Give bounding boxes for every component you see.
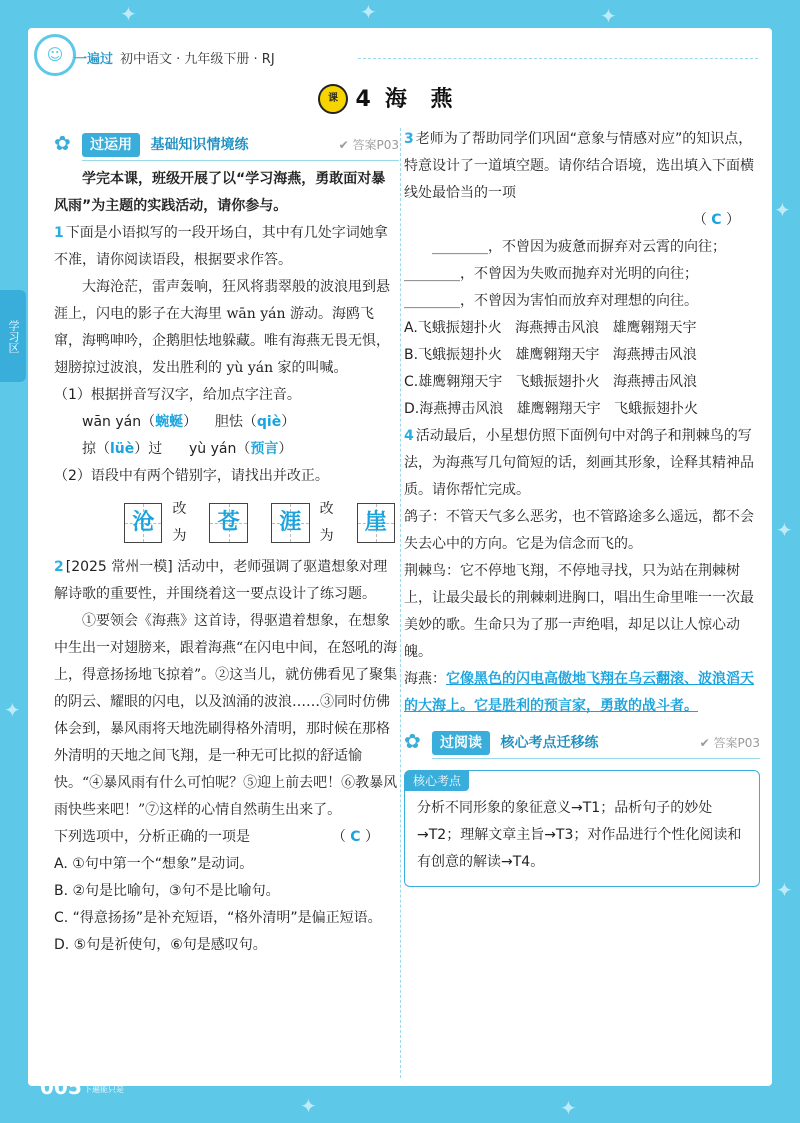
mascot-icon: ☺ xyxy=(34,34,76,76)
star-decoration-icon: ✦ xyxy=(776,518,793,542)
section-banner-reading xyxy=(404,730,760,760)
change-to-label: 改为 xyxy=(319,501,334,544)
page-header xyxy=(28,28,772,84)
activity-intro: 学完本课，班级开展了以“学习海燕，勇敢面对暴风雨”为主题的实践活动，请你参与。 xyxy=(54,171,386,214)
core-points-tag: 核心考点 xyxy=(405,771,469,791)
answer-text: qiè xyxy=(256,414,282,430)
question-prompt: 下列选项中，分析正确的一项是 （ C ） xyxy=(54,824,399,851)
option-c: C.雄鹰翱翔天宇 飞蛾振翅扑火 海燕搏击风浪 xyxy=(404,374,697,390)
question-3 xyxy=(404,126,760,423)
star-decoration-icon: ✦ xyxy=(776,878,793,902)
right-char-box: 苍 xyxy=(209,503,247,543)
example-dove: 鸽子：不管天气多么恶劣，也不管路途多么遥远，都不会失去心中的方向。它是为信念而飞的。 xyxy=(404,509,754,552)
banner-underline xyxy=(82,160,399,161)
answer-paren: （ C ） xyxy=(404,207,760,234)
left-column xyxy=(54,132,399,959)
answer-choice: C xyxy=(350,829,361,845)
star-decoration-icon: ✦ xyxy=(774,198,791,222)
question-number: 1 xyxy=(54,225,64,241)
change-to-label: 改为 xyxy=(172,501,187,544)
core-points-text: 分析不同形象的象征意义→T1；品析句子的妙处→T2；理解文章主旨→T3；对作品进行个性化阅读和有创意的解读→T4。 xyxy=(417,800,742,870)
question-stem: [2025 常州一模] 活动中，老师强调了驱遣想象对理解诗歌的重要性，并围绕着这一要点设计了练习题。 xyxy=(54,559,388,602)
subquestion-1: （1）根据拼音写汉字，给加点字注音。 xyxy=(54,387,301,403)
header-divider xyxy=(358,58,758,59)
answer-text: 它像黑色的闪电高傲地飞翔在乌云翻滚、波浪滔天的大海上。它是胜利的预言家，勇敢的战斗者。 xyxy=(404,671,754,714)
page-footer-slogan: 上遍以后如 下遍能只是 xyxy=(84,1076,124,1094)
star-decoration-icon: ✦ xyxy=(360,0,377,24)
right-char-box: 崖 xyxy=(357,503,395,543)
side-tab-study: 学习区 xyxy=(0,290,26,382)
answer-text: 蜿蜒 xyxy=(155,414,184,430)
answer-reference: ✔ 答案P03 xyxy=(338,138,399,152)
wrong-char-box: 涯 xyxy=(271,503,309,543)
passage: ________，不曾因为疲惫而摒弃对云霄的向往；________，不曾因为失败而抛弃对光明的向往；________，不曾因为害怕而放弃对理想的向往。 xyxy=(404,239,726,309)
question-number: 3 xyxy=(404,131,414,147)
option-d: D.海燕搏击风浪 雄鹰翱翔天宇 飞蛾振翅扑火 xyxy=(404,401,698,417)
section-tag: 过阅读 xyxy=(432,731,490,755)
lesson-title xyxy=(318,82,498,113)
option-d: D. ⑤句是祈使句，⑥句是感叹句。 xyxy=(54,937,267,953)
banner-underline xyxy=(432,758,760,759)
core-points-box xyxy=(404,770,760,887)
question-1 xyxy=(54,220,399,550)
answer-text: lüè xyxy=(110,441,135,457)
passage: ①要领会《海燕》这首诗，得驱遣着想象，在想象中生出一对翅膀来，跟着海燕“在闪电中间，在怒吼的海上，得意扬扬地飞掠着”。②这当儿，就仿佛看见了聚集的阴云、耀眼的闪电，以及汹涌的波浪……③同时仿佛体会到，暴风雨将天地洗刷得格外清明，那时候在那格外清明的天地之间飞翔，是一种无可比拟的舒适愉快。“④暴风雨有什么可怕呢？⑤迎上前去吧！⑥教暴风雨快些来吧！”⑦这样的心情自然萌生出来了。 xyxy=(54,613,398,818)
option-b: B. ②句是比喻句，③句不是比喻句。 xyxy=(54,883,280,899)
question-stem: 老师为了帮助同学们巩固“意象与情感对应”的知识点，特意设计了一道填空题。请你结合语境，选出填入下面横线处最恰当的一项 xyxy=(404,131,754,201)
star-decoration-icon: ✦ xyxy=(560,1096,577,1120)
question-number: 4 xyxy=(404,428,414,444)
option-a: A.飞蛾振翅扑火 海燕搏击风浪 雄鹰翱翔天宇 xyxy=(404,320,697,336)
right-column xyxy=(404,126,760,887)
lesson-badge-icon: 课 xyxy=(318,84,348,114)
star-decoration-icon: ✦ xyxy=(600,4,617,28)
passage: 大海沧茫，雷声轰响，狂风将翡翠般的波浪甩到悬涯上，闪电的影子在大海里 wān yán 游动。海鸥飞窜，海鸭呻吟，企鹅胆怯地躲藏。唯有海燕无畏无惧，翅膀掠过波浪，发出胜利的 yù yán 家的叫喊。 xyxy=(54,279,390,376)
petrel-answer: 海燕：它像黑色的闪电高傲地飞翔在乌云翻滚、波浪滔天的大海上。它是胜利的预言家，勇敢的战斗者。 xyxy=(404,671,754,714)
question-4 xyxy=(404,423,760,720)
lesson-name: 海 燕 xyxy=(384,87,461,112)
star-decoration-icon: ✦ xyxy=(120,2,137,26)
mascot-icon: ✿ xyxy=(404,729,421,753)
course-label: 初中语文 · 九年级下册 · RJ xyxy=(120,52,275,67)
example-thornbird: 荆棘鸟：它不停地飞翔，不停地寻找，只为站在荆棘树上，让最尖最长的荆棘刺进胸口，唱出生命里唯一一次最美妙的歌。生命只为了那一声绝唱，却足以让人惊心动魄。 xyxy=(404,563,754,660)
wrong-char-box: 沧 xyxy=(124,503,162,543)
correction-grid xyxy=(120,496,399,550)
question-2 xyxy=(54,554,399,959)
brand-label: 一遍过 xyxy=(74,52,114,67)
section-tag: 过运用 xyxy=(82,133,140,157)
mascot-icon: ✿ xyxy=(54,131,71,155)
pinyin-answers-row-2: 掠（lüè）过 yù yán（预言） xyxy=(82,441,293,457)
page-number: 005 xyxy=(40,1075,82,1099)
page xyxy=(7,28,772,1086)
star-decoration-icon: ✦ xyxy=(4,698,21,722)
question-stem: 下面是小语拟写的一段开场白，其中有几处字词她拿不准，请你阅读语段，根据要求作答。 xyxy=(54,225,388,268)
checkmark-icon: ✔ xyxy=(338,138,353,152)
option-c: C. “得意扬扬”是补充短语，“格外清明”是偏正短语。 xyxy=(54,910,382,926)
pinyin-answers-row-1: wān yán（蜿蜒） 胆怯（qiè） xyxy=(82,414,296,430)
lesson-number: 4 xyxy=(355,87,379,112)
answer-reference: ✔ 答案P03 xyxy=(699,736,760,750)
question-number: 2 xyxy=(54,559,64,575)
column-divider xyxy=(400,128,401,1078)
section-banner-practice xyxy=(54,132,399,162)
answer-text: 预言 xyxy=(250,441,279,457)
checkmark-icon: ✔ xyxy=(699,736,714,750)
question-stem: 活动最后，小星想仿照下面例句中对鸽子和荆棘鸟的写法，为海燕写几句简短的话，刻画其形象，诠释其精神品质。请你帮忙完成。 xyxy=(404,428,754,498)
star-decoration-icon: ✦ xyxy=(300,1094,317,1118)
option-a: A. ①句中第一个“想象”是动词。 xyxy=(54,856,254,872)
section-subtitle: 基础知识情境练 xyxy=(150,137,249,153)
option-b: B.飞蛾振翅扑火 雄鹰翱翔天宇 海燕搏击风浪 xyxy=(404,347,697,363)
subquestion-2: （2）语段中有两个错别字，请找出并改正。 xyxy=(54,468,329,484)
section-subtitle: 核心考点迁移练 xyxy=(500,735,599,751)
answer-choice: C xyxy=(711,212,722,228)
